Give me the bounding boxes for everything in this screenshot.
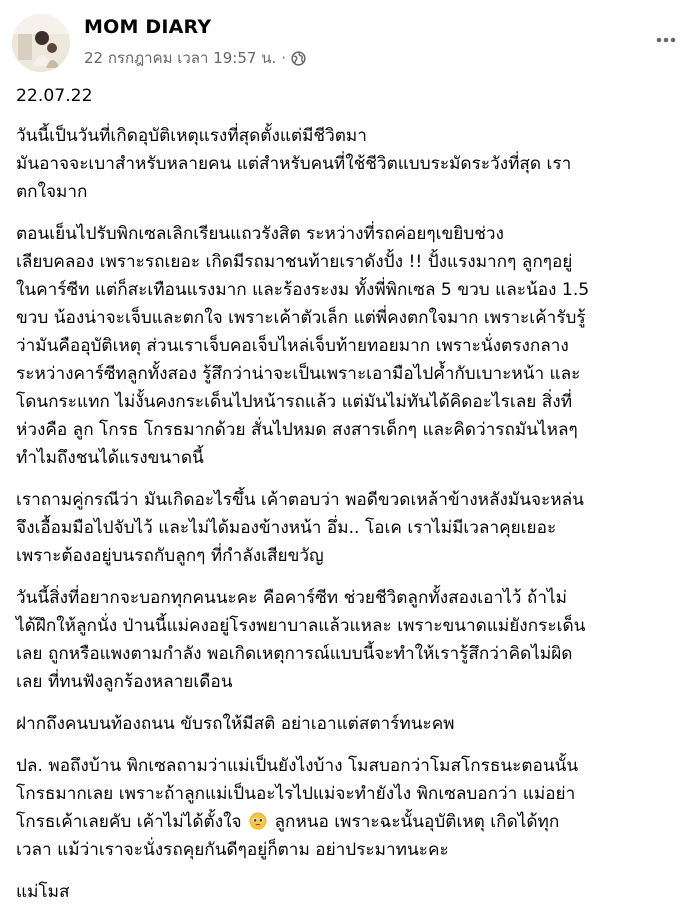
- meta-separator: ·: [281, 49, 286, 67]
- text-line: ระหว่างคาร์ซีทลูกทั้งสอง รู้สึกว่าน่าจะเป็นเพราะเอามือไปค้ำกับเบาะหน้า และ: [16, 364, 581, 384]
- text-line: ทำไมถึงชนได้แรงขนาดนี้: [16, 448, 204, 468]
- text-line: ขวบ น้องน่าจะเจ็บและตกใจ เพราะเค้าตัวเล็ก แต่พี่คงตกใจมาก เพราะเค้ารับรู้: [16, 308, 586, 328]
- text-line: เลียบคลอง เพราะรถเยอะ เกิดมีรถมาชนท้ายเราดังปั้ง !! ปั้งแรงมากๆ ลูกๆอยู่: [16, 252, 573, 272]
- text-line: เพราะต้องอยู่บนรถกับลูกๆ ที่กำลังเสียขวัญ: [16, 546, 324, 566]
- paragraph-other-party: [16, 486, 688, 570]
- text-line-with-emoji: [16, 808, 688, 836]
- text-line: ห่วงคือ ลูก โกรธ โกรธมากด้วย สั่นไปหมด สงสารเด็กๆ และคิดว่ารถมันไหลๆ: [16, 420, 578, 440]
- text-line: ว่ามันคืออุบัติเหตุ ส่วนเราเจ็บคอเจ็บไหล่เจ็บท้ายทอยมาก เพราะนั่งตรงกลาง: [16, 336, 569, 356]
- paragraph-accident: [16, 220, 688, 472]
- text-line: ได้ฝึกให้ลูกนั่ง ป่านนี้แม่คงอยู่โรงพยาบาลแล้วแหละ เพราะขนาดแม่ยังกระเด็น: [16, 616, 586, 636]
- pleading-face-emoji-icon: [249, 811, 267, 829]
- page-avatar[interactable]: [12, 14, 70, 72]
- text-line: ตกใจมาก: [16, 182, 88, 202]
- paragraph-ps: [16, 752, 688, 864]
- more-options-button[interactable]: [650, 24, 682, 56]
- text-line: ตอนเย็นไปรับพิกเซลเลิกเรียนแถวรังสิต ระหว่างที่รถค่อยๆเขยิบช่วง: [16, 224, 504, 244]
- more-horizontal-icon: [656, 37, 676, 43]
- post-body: [16, 82, 688, 920]
- paragraph-car-seat: [16, 584, 688, 696]
- globe-icon[interactable]: [291, 51, 306, 66]
- text-segment: ลูกหนอ เพราะฉะนั้นอุบัติเหตุ เกิดได้ทุก: [274, 812, 560, 832]
- page-name[interactable]: MOM DIARY: [84, 16, 212, 38]
- paragraph-signature: [16, 878, 688, 906]
- text-line: เราถามคู่กรณีว่า มันเกิดอะไรขึ้น เค้าตอบว่า พอดีขวดเหล้าข้างหลังมันจะหล่น: [16, 490, 584, 510]
- text-line: ฝากถึงคนบนท้องถนน ขับรถให้มีสติ อย่าเอาแต่สตาร์ทนะคพ: [16, 714, 455, 734]
- text-line: ปล. พอถึงบ้าน พิกเซลถามว่าแม่เป็นยังไงบ้าง โมสบอกว่าโมสโกรธนะตอนนั้น: [16, 756, 579, 776]
- post-date-line: [16, 82, 688, 110]
- text-line: เวลา แม้ว่าเราจะนั่งรถคุยกันดีๆอยู่ก็ตาม อย่าประมาทนะคะ: [16, 840, 449, 860]
- post-timestamp[interactable]: 22 กรกฎาคม เวลา 19:57 น.: [84, 49, 277, 67]
- text-line: ในคาร์ซีท แต่ก็สะเทือนแรงมาก และร้องระงม ทั้งพี่พิกเซล 5 ขวบ และน้อง 1.5: [16, 280, 590, 300]
- post-header: [12, 12, 688, 72]
- text-line: 22.07.22: [16, 86, 93, 106]
- text-line: โดนกระแทก ไม่งั้นคงกระเด็นไปหน้ารถแล้ว แต่มันไม่ทันได้คิดอะไรเลย สิ่งที่: [16, 392, 573, 412]
- text-line: เลย ถูกหรือแพงตามกำลัง พอเกิดเหตุการณ์แบบนี้จะทำให้เรารู้สึกว่าคิดไม่ผิด: [16, 644, 573, 664]
- paragraph-intro: [16, 122, 688, 206]
- text-line: จึงเอื้อมมือไปจับไว้ และไม่ได้มองข้างหน้า อึ่ม.. โอเค เราไม่มีเวลาคุยเยอะ: [16, 518, 557, 538]
- text-line: โกรธมากเลย เพราะถ้าลูกแม่เป็นอะไรไปแม่จะทำยังไง พิกเซลบอกว่า แม่อย่า: [16, 784, 576, 804]
- paragraph-road-message: [16, 710, 688, 738]
- text-line: มันอาจจะเบาสำหรับหลายคน แต่สำหรับคนที่ใช้ชีวิตแบบระมัดระวังที่สุด เรา: [16, 154, 572, 174]
- text-line: แม่โมส: [16, 882, 70, 902]
- post-meta: [84, 46, 306, 70]
- text-line: วันนี้เป็นวันที่เกิดอุบัติเหตุแรงที่สุดตั้งแต่มีชีวิตมา: [16, 126, 367, 146]
- text-line: เลย ที่ทนฟังลูกร้องหลายเดือน: [16, 672, 233, 692]
- text-segment: โกรธเค้าเลยคับ เค้าไม่ได้ตั้งใจ: [16, 812, 242, 832]
- text-line: วันนี้สิ่งที่อยากจะบอกทุกคนนะคะ คือคาร์ซีท ช่วยชีวิตลูกทั้งสองเอาไว้ ถ้าไม่: [16, 588, 567, 608]
